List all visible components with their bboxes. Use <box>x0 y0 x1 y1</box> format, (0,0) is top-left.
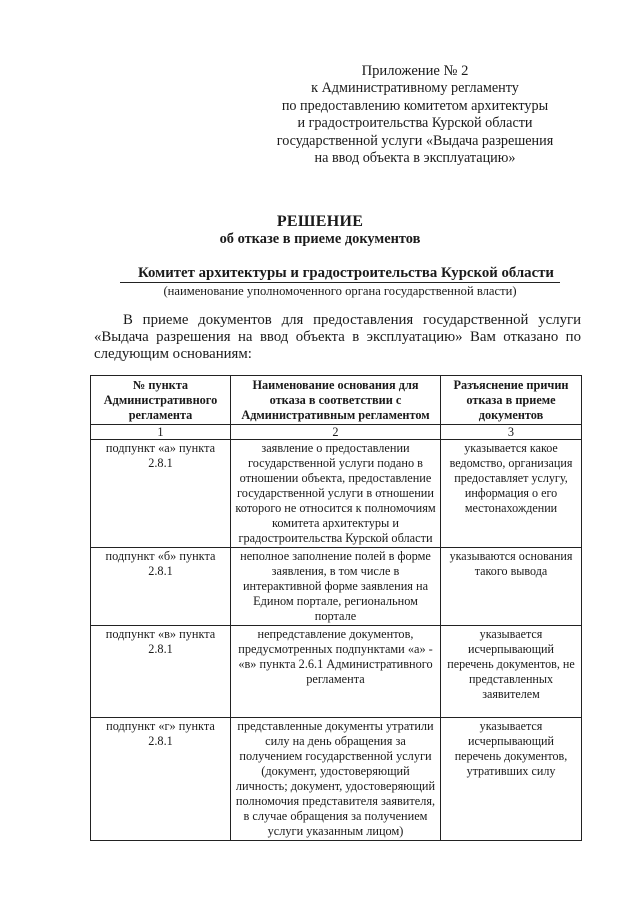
column-number: 2 <box>231 425 441 440</box>
authority-block <box>100 265 580 283</box>
appendix-line: по предоставлению комитетом архитектуры <box>281 97 549 114</box>
header-reason: Наименование основания для отказа в соответствии с Административным регламентом <box>231 376 441 425</box>
row-reason: заявление о предоставлении государственной услуги подано в отношении объекта, предоставление государственной услуги в отношении которого не относится к полномочиям комитета архитектуры и градостроительства Курской области <box>231 440 441 548</box>
appendix-header <box>250 63 580 167</box>
header-explanation: Разъяснение причин отказа в приеме документов <box>441 376 582 425</box>
table-header-row <box>91 376 582 425</box>
decision-title: РЕШЕНИЕ <box>276 213 364 230</box>
table-row <box>91 718 582 841</box>
appendix-line: государственной услуги «Выдача разрешения <box>276 132 554 149</box>
authority-note: (наименование уполномоченного органа государственной власти) <box>163 284 517 298</box>
header-item-number: № пункта Административного регламента <box>91 376 231 425</box>
refusal-grounds-table <box>90 375 582 841</box>
table-row <box>91 440 582 548</box>
row-reason: непредставление документов, предусмотренных подпунктами «а» - «в» пункта 2.6.1 Административного регламента <box>231 626 441 718</box>
row-reason: представленные документы утратили силу на день обращения за получением государственной услуги (документ, удостоверяющий личность; документ, удостоверяющий полномочия представителя заявителя, в случае обращения за получением услуги указанным лицом) <box>231 718 441 841</box>
column-number: 1 <box>91 425 231 440</box>
row-explanation: указывается какое ведомство, организация предоставляет услугу, информация о его местонахождении <box>441 440 582 548</box>
row-item: подпункт «г» пункта 2.8.1 <box>91 718 231 841</box>
table-row <box>91 548 582 626</box>
row-explanation: указывается исчерпывающий перечень документов, не представленных заявителем <box>441 626 582 718</box>
appendix-line: к Административному регламенту <box>311 80 519 97</box>
row-item: подпункт «б» пункта 2.8.1 <box>91 548 231 626</box>
appendix-line: на ввод объекта в эксплуатацию» <box>314 150 516 167</box>
table-row <box>91 626 582 718</box>
body-paragraph: В приеме документов для предоставления государственной услуги «Выдача разрешения на ввод объекта в эксплуатацию» Вам отказано по следующим основаниям: <box>94 312 581 362</box>
appendix-line: Приложение № 2 <box>361 63 469 79</box>
row-reason: неполное заполнение полей в форме заявления, в том числе в интерактивной форме заявления на Едином портале, региональном портале <box>231 548 441 626</box>
column-number-row <box>91 425 582 440</box>
row-item: подпункт «а» пункта 2.8.1 <box>91 440 231 548</box>
row-explanation: указываются основания такого вывода <box>441 548 582 626</box>
decision-subtitle: об отказе в приеме документов <box>219 231 421 247</box>
column-number: 3 <box>441 425 582 440</box>
appendix-line: и градостроительства Курской области <box>297 115 533 132</box>
row-item: подпункт «в» пункта 2.8.1 <box>91 626 231 718</box>
row-explanation: указывается исчерпывающий перечень документов, утративших силу <box>441 718 582 841</box>
authority-name: Комитет архитектуры и градостроительства Курской области <box>120 265 560 283</box>
